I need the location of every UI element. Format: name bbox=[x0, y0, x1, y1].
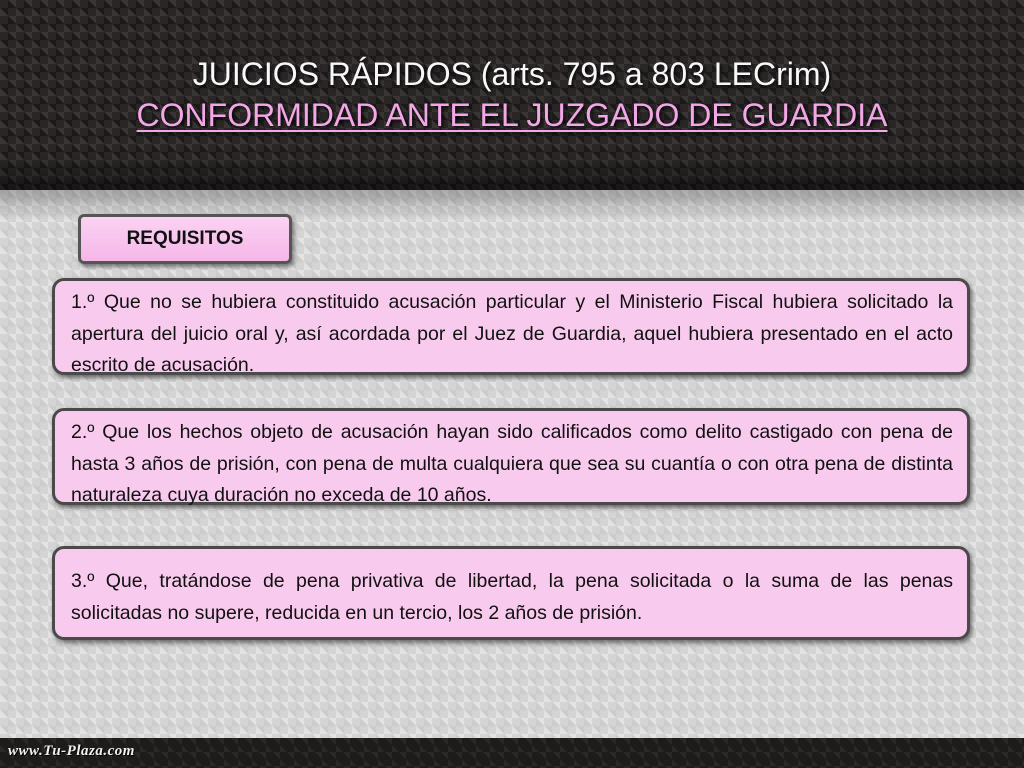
requirement-text-1: 1.º Que no se hubiera constituido acusación particular y el Ministerio Fiscal hubiera solicitado la apertura del juicio oral y, así acordada por el Juez de Guardia, aquel hubiera presentado en el acto escrito de acusación. bbox=[71, 291, 953, 376]
requisitos-button[interactable]: REQUISITOS bbox=[78, 214, 292, 264]
requirement-text-2: 2.º Que los hechos objeto de acusación hayan sido calificados como delito castigado con pena de hasta 3 años de prisión, con pena de multa cualquiera que sea su cuantía o con otra pena de distinta naturaleza cuya duración no exceda de 10 años. bbox=[71, 421, 953, 506]
requirement-panel-1 bbox=[52, 278, 970, 375]
site-watermark: www.Tu-Plaza.com bbox=[8, 743, 135, 759]
slide-subtitle bbox=[20, 95, 1004, 135]
requirement-text-3: 3.º Que, tratándose de pena privativa de libertad, la pena solicitada o la suma de las penas solicitadas no supere, reducida en un tercio, los 2 años de prisión. bbox=[71, 570, 953, 624]
footer-bar bbox=[0, 738, 1024, 768]
requirement-panel-3 bbox=[52, 546, 970, 640]
slide-subtitle-text: CONFORMIDAD ANTE EL JUZGADO DE GUARDIA bbox=[136, 97, 888, 133]
requirement-panel-2 bbox=[52, 408, 970, 505]
slide-title: JUICIOS RÁPIDOS (arts. 795 a 803 LECrim) bbox=[192, 56, 832, 92]
